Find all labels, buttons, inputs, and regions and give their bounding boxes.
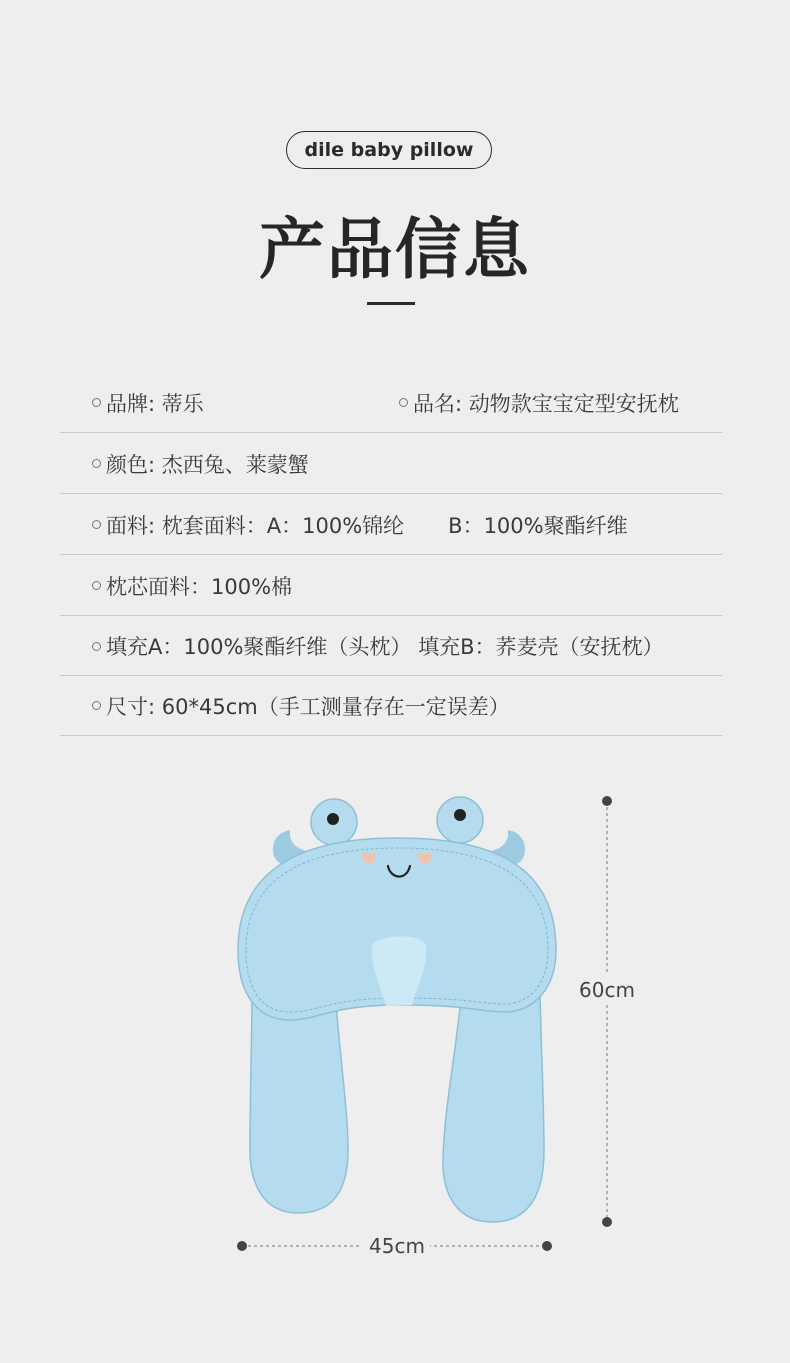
width-dimension-left-dot — [237, 1241, 247, 1251]
size-text: 尺寸: 60*45cm（手工测量存在一定误差） — [106, 694, 510, 719]
product-name-text: 品名: 动物款宝宝定型安抚枕 — [413, 391, 679, 416]
width-dimension-right-dot — [542, 1241, 552, 1251]
page-title: 产品信息 — [259, 211, 531, 288]
brand-text: 品牌: 蒂乐 — [106, 391, 204, 416]
crab-right-eye-icon — [454, 809, 466, 821]
filling-text: 填充A：100%聚酯纤维（头枕） 填充B：荞麦壳（安抚枕） — [106, 635, 664, 659]
brand-pill-text: dile baby pillow — [304, 139, 474, 161]
crab-left-eye-icon — [327, 813, 339, 825]
height-dimension-bottom-dot — [602, 1217, 612, 1227]
fabric-a-text: 面料: 枕套面料：A：100%锦纶 — [106, 513, 405, 538]
fabric-b-text: B：100%聚酯纤维 — [448, 513, 628, 538]
width-label: 45cm — [369, 1234, 425, 1258]
height-dimension-top-dot — [602, 796, 612, 806]
pillow-left-arm — [250, 990, 348, 1213]
pillow-right-arm — [443, 990, 544, 1222]
core-text: 枕芯面料：100%棉 — [106, 574, 293, 599]
height-label: 60cm — [579, 978, 635, 1002]
color-text: 颜色: 杰西兔、莱蒙蟹 — [106, 452, 309, 477]
